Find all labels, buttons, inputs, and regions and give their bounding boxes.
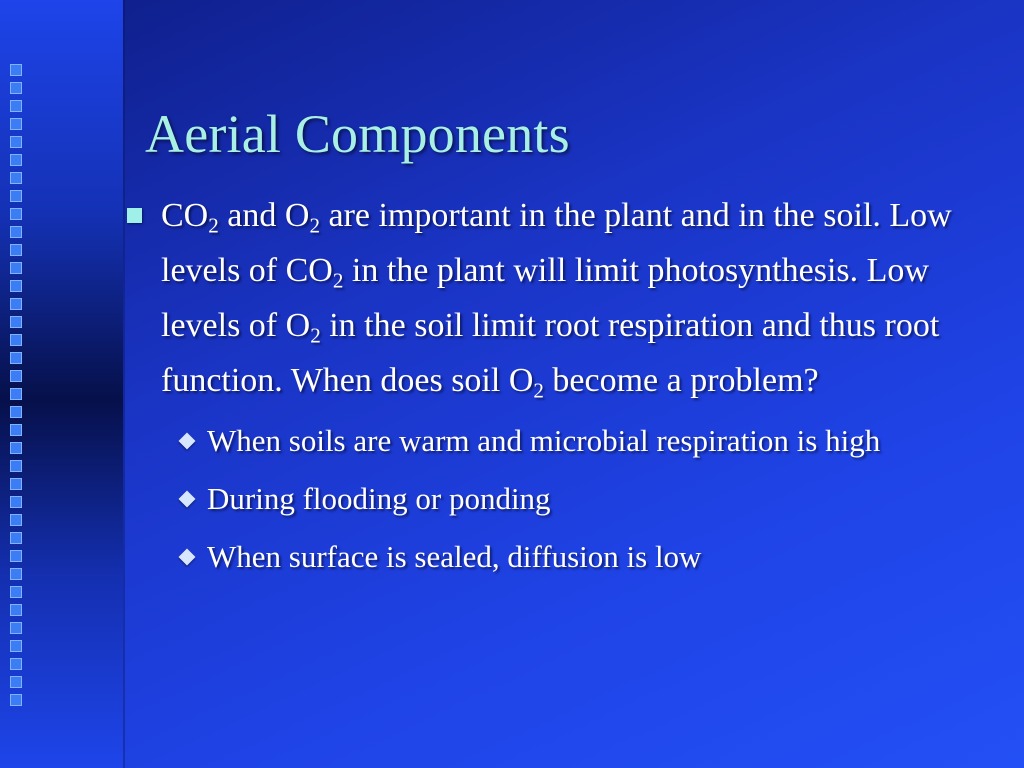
decorative-square [10, 298, 22, 310]
main-bullet-text-2: and O [218, 197, 310, 234]
diamond-bullet-icon [179, 491, 196, 508]
subscript-3: 2 [332, 268, 344, 293]
main-bullet-text-4: in the plant will limit photosynthesis. Low levels of O [161, 252, 929, 344]
decorative-square [10, 604, 22, 616]
main-bullet-text-3: are important in the plant and in the soil. Low levels of CO [161, 197, 952, 289]
decorative-square [10, 118, 22, 130]
sub-bullet [175, 418, 995, 464]
decorative-square [10, 424, 22, 436]
decorative-square [10, 208, 22, 220]
decorative-square [10, 226, 22, 238]
decorative-square [10, 460, 22, 472]
subscript-4: 2 [310, 323, 321, 348]
decorative-square [10, 190, 22, 202]
decorative-square [10, 172, 22, 184]
decorative-square [10, 514, 22, 526]
decorative-square [10, 568, 22, 580]
decorative-square [10, 676, 22, 688]
main-bullet-text-1: CO [161, 197, 209, 234]
decorative-square [10, 586, 22, 598]
slide-title: Aerial Components [145, 104, 570, 164]
decorative-square [10, 136, 22, 148]
decorative-square [10, 316, 22, 328]
diamond-bullet-icon [179, 433, 196, 450]
decorative-square [10, 694, 22, 706]
decorative-square [10, 244, 22, 256]
sub-bullet-text: When surface is sealed, diffusion is low [207, 539, 702, 574]
decorative-square [10, 478, 22, 490]
subscript-1: 2 [208, 213, 219, 238]
sub-bullet [175, 534, 995, 580]
decorative-square [10, 370, 22, 382]
decorative-square [10, 388, 22, 400]
main-bullet-text-5: in the soil limit root respiration and thus root function. When does soil O [161, 307, 940, 399]
decorative-square [10, 442, 22, 454]
decorative-square [10, 532, 22, 544]
decorative-square [10, 496, 22, 508]
decorative-square [10, 658, 22, 670]
decorative-square [10, 64, 22, 76]
decorative-square [10, 262, 22, 274]
slide-body [125, 188, 995, 580]
sub-bullet-text: When soils are warm and microbial respiration is high [207, 423, 881, 458]
decorative-square [10, 622, 22, 634]
decorative-square [10, 352, 22, 364]
decorative-square [10, 154, 22, 166]
subscript-5: 2 [533, 378, 544, 403]
diamond-bullet-icon [179, 549, 196, 566]
main-bullet-text-6: become a problem? [543, 362, 819, 399]
decorative-square [10, 550, 22, 562]
decorative-square [10, 82, 22, 94]
decorative-square [10, 640, 22, 652]
subscript-2: 2 [309, 213, 320, 238]
main-bullet [125, 188, 995, 408]
square-bullet-icon [127, 208, 142, 223]
decorative-square-column [10, 64, 24, 714]
sub-bullet-text: During flooding or ponding [207, 481, 551, 516]
decorative-square [10, 280, 22, 292]
decorative-square [10, 334, 22, 346]
sub-bullet [175, 476, 995, 522]
decorative-square [10, 100, 22, 112]
decorative-square [10, 406, 22, 418]
